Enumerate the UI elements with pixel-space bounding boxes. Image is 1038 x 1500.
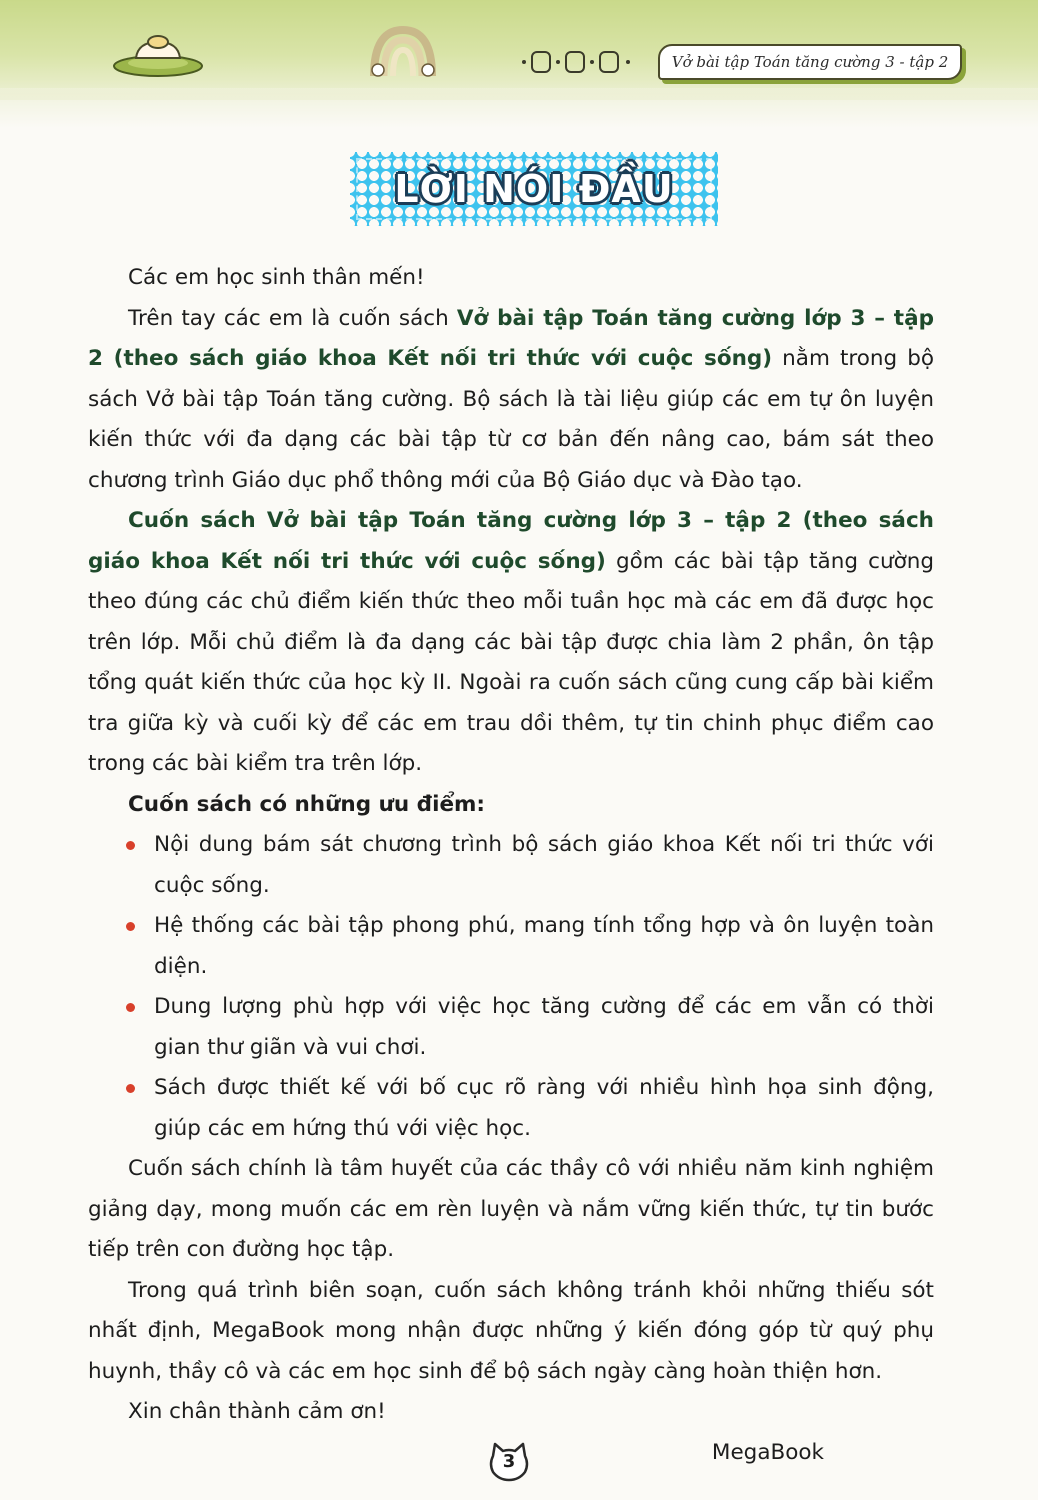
advantages-list — [88, 825, 934, 1149]
closing-line: Xin chân thành cảm ơn! — [128, 1399, 386, 1424]
list-item: Dung lượng phù hợp với việc học tăng cường để các em vẫn có thời gian thư giãn và vui chơi. — [88, 987, 934, 1068]
paragraph-2-rest: gồm các bài tập tăng cường theo đúng các chủ điểm kiến thức theo mỗi tuần học mà các em đã được học trên lớp. Mỗi chủ điểm là đa dạng các bài tập được chia làm 2 phần, ôn tập tổng quát kiến thức của học kỳ II. Ngoài ra cuốn sách cũng cung cấp bài kiểm tra giữa kỳ và cuối kỳ để các em trau dồi thêm, tự tin chinh phục điểm cao trong các bài kiểm tra trên lớp. — [88, 548, 934, 776]
advantages-heading: Cuốn sách có những ưu điểm: — [128, 791, 486, 817]
paragraph-4: Trong quá trình biên soạn, cuốn sách không tránh khỏi những thiếu sót nhất định, MegaBook mong nhận được những ý kiến đóng góp từ quý phụ huynh, thầy cô và các em học sinh để bộ sách ngày càng hoàn thiện hơn. — [88, 1277, 934, 1384]
paragraph-2 — [88, 501, 934, 785]
greeting: Các em học sinh thân mến! — [128, 265, 425, 290]
book-title-banner — [658, 44, 962, 80]
page-number-badge — [487, 1442, 531, 1482]
page-number: 3 — [502, 1451, 516, 1472]
paragraph-2-bold: Cuốn sách Vở bài tập Toán tăng cường lớp 3 – tập 2 (theo sách giáo khoa Kết nối tri thức với cuộc sống) — [88, 508, 934, 574]
page-title: LỜI NÓI ĐẦU — [394, 167, 674, 211]
preface-body — [88, 258, 934, 1473]
page-title-box — [350, 152, 718, 226]
list-item: Nội dung bám sát chương trình bộ sách giáo khoa Kết nối tri thức với cuộc sống. — [88, 825, 934, 906]
paragraph-1-bold: Vở bài tập Toán tăng cường lớp 3 – tập 2 (theo sách giáo khoa Kết nối tri thức với cuộc sống) — [88, 305, 934, 371]
book-title-text: Vở bài tập Toán tăng cường 3 - tập 2 — [671, 53, 949, 71]
paragraph-1 — [88, 299, 934, 502]
cake-plate-icon — [110, 28, 206, 80]
rainbow-icon — [368, 22, 438, 82]
signature: MegaBook — [711, 1439, 824, 1465]
list-item: Sách được thiết kế với bố cục rõ ràng với nhiều hình họa sinh động, giúp các em hứng thú với việc học. — [88, 1068, 934, 1149]
paragraph-1-rest: nằm trong bộ sách Vở bài tập Toán tăng cường. Bộ sách là tài liệu giúp các em tự ôn luyện kiến thức với đa dạng các bài tập từ cơ bản đến nâng cao, bám sát theo chương trình Giáo dục phổ thông mới của Bộ Giáo dục và Đào tạo. — [88, 346, 934, 493]
paragraph-3: Cuốn sách chính là tâm huyết của các thầy cô với nhiều năm kinh nghiệm giảng dạy, mong muốn các em rèn luyện và nắm vững kiến thức, tự tin bước tiếp trên con đường học tập. — [88, 1156, 934, 1262]
decorative-faces-icon — [520, 46, 640, 76]
list-item: Hệ thống các bài tập phong phú, mang tính tổng hợp và ôn luyện toàn diện. — [88, 906, 934, 987]
header-fade — [0, 88, 1038, 128]
paragraph-1-lead: Trên tay các em là cuốn sách — [128, 305, 457, 331]
